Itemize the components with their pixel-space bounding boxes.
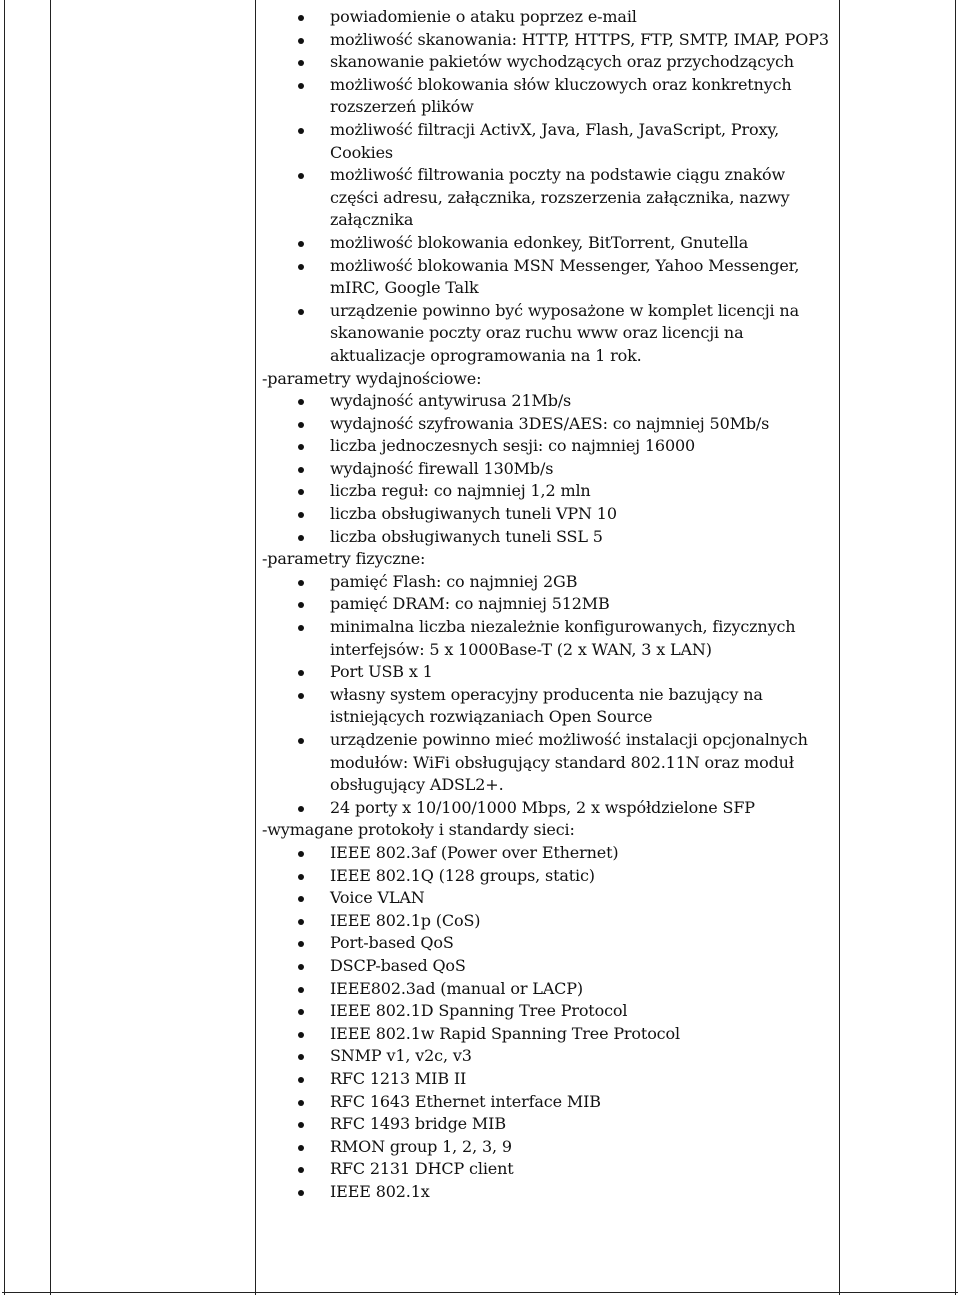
- bullet-icon: [298, 1145, 304, 1151]
- bullet-icon: [298, 602, 304, 608]
- list-item: RFC 2131 DHCP client: [262, 1158, 838, 1181]
- bullet-icon: [298, 987, 304, 993]
- bullet-icon: [298, 670, 304, 676]
- performance-list: [262, 390, 838, 548]
- list-item: IEEE 802.1D Spanning Tree Protocol: [262, 1000, 838, 1023]
- bullet-icon: [298, 738, 304, 744]
- table-column-divider: [839, 0, 840, 1295]
- bullet-icon: [298, 1190, 304, 1196]
- list-item: wydajność szyfrowania 3DES/AES: co najmniej 50Mb/s: [262, 413, 838, 436]
- list-item: pamięć DRAM: co najmniej 512MB: [262, 593, 838, 616]
- list-item: Voice VLAN: [262, 887, 838, 910]
- bullet-icon: [298, 919, 304, 925]
- bullet-icon: [298, 422, 304, 428]
- bullet-icon: [298, 60, 304, 66]
- section-heading-performance: -parametry wydajnościowe:: [262, 368, 482, 388]
- bullet-icon: [298, 512, 304, 518]
- list-item: RFC 1493 bridge MIB: [262, 1113, 838, 1136]
- list-item: liczba obsługiwanych tuneli VPN 10: [262, 503, 838, 526]
- list-item: liczba jednoczesnych sesji: co najmniej 16000: [262, 435, 838, 458]
- physical-list: [262, 571, 838, 820]
- table-row-border-bottom: [2, 1292, 958, 1293]
- bullet-icon: [298, 1167, 304, 1173]
- bullet-icon: [298, 264, 304, 270]
- bullet-icon: [298, 874, 304, 880]
- bullet-icon: [298, 625, 304, 631]
- bullet-icon: [298, 1032, 304, 1038]
- section-heading-physical: -parametry fizyczne:: [262, 549, 426, 569]
- bullet-icon: [298, 241, 304, 247]
- list-item: możliwość skanowania: HTTP, HTTPS, FTP, SMTP, IMAP, POP3: [262, 29, 838, 52]
- list-item: RFC 1213 MIB II: [262, 1068, 838, 1091]
- bullet-icon: [298, 1054, 304, 1060]
- list-item: Port-based QoS: [262, 932, 838, 955]
- bullet-icon: [298, 941, 304, 947]
- bullet-icon: [298, 489, 304, 495]
- bullet-icon: [298, 1009, 304, 1015]
- list-item: liczba reguł: co najmniej 1,2 mln: [262, 480, 838, 503]
- bullet-icon: [298, 128, 304, 134]
- list-item: własny system operacyjny producenta nie bazujący na istniejących rozwiązaniach Open Source: [262, 684, 838, 729]
- list-item: Port USB x 1: [262, 661, 838, 684]
- bullet-icon: [298, 173, 304, 179]
- bullet-icon: [298, 851, 304, 857]
- list-item: RFC 1643 Ethernet interface MIB: [262, 1091, 838, 1114]
- list-item: możliwość filtrowania poczty na podstawie ciągu znaków części adresu, załącznika, rozszerzenia załącznika, nazwy załącznika: [262, 164, 838, 232]
- table-border-right: [955, 0, 956, 1295]
- list-item: liczba obsługiwanych tuneli SSL 5: [262, 526, 838, 549]
- feature-list: [262, 6, 838, 368]
- list-item: urządzenie powinno być wyposażone w komplet licencji na skanowanie poczty oraz ruchu www oraz licencji na aktualizacje oprogramowania na 1 rok.: [262, 300, 838, 368]
- table-border-left: [4, 0, 5, 1295]
- bullet-icon: [298, 964, 304, 970]
- bullet-icon: [298, 15, 304, 21]
- bullet-icon: [298, 1077, 304, 1083]
- table-column-divider: [50, 0, 51, 1295]
- list-item: DSCP-based QoS: [262, 955, 838, 978]
- list-item: możliwość blokowania MSN Messenger, Yahoo Messenger, mIRC, Google Talk: [262, 255, 838, 300]
- list-item: RMON group 1, 2, 3, 9: [262, 1136, 838, 1159]
- protocol-list: [262, 842, 838, 1204]
- list-item: możliwość filtracji ActivX, Java, Flash, JavaScript, Proxy, Cookies: [262, 119, 838, 164]
- bullet-icon: [298, 580, 304, 586]
- list-item: IEEE 802.3af (Power over Ethernet): [262, 842, 838, 865]
- list-item: IEEE802.3ad (manual or LACP): [262, 978, 838, 1001]
- list-item: możliwość blokowania edonkey, BitTorrent, Gnutella: [262, 232, 838, 255]
- bullet-icon: [298, 693, 304, 699]
- bullet-icon: [298, 399, 304, 405]
- list-item: IEEE 802.1x: [262, 1181, 838, 1204]
- list-item: wydajność firewall 130Mb/s: [262, 458, 838, 481]
- list-item: minimalna liczba niezależnie konfigurowanych, fizycznych interfejsów: 5 x 1000Base-T (2 x WAN, 3 x LAN): [262, 616, 838, 661]
- bullet-icon: [298, 467, 304, 473]
- bullet-icon: [298, 1100, 304, 1106]
- list-item: IEEE 802.1p (CoS): [262, 910, 838, 933]
- list-item: powiadomienie o ataku poprzez e-mail: [262, 6, 838, 29]
- list-item: skanowanie pakietów wychodzących oraz przychodzących: [262, 51, 838, 74]
- bullet-icon: [298, 1122, 304, 1128]
- table-column-divider: [255, 0, 256, 1295]
- list-item: wydajność antywirusa 21Mb/s: [262, 390, 838, 413]
- list-item: urządzenie powinno mieć możliwość instalacji opcjonalnych modułów: WiFi obsługujący standard 802.11N oraz moduł obsługujący ADSL2+.: [262, 729, 838, 797]
- list-item: 24 porty x 10/100/1000 Mbps, 2 x współdzielone SFP: [262, 797, 838, 820]
- bullet-icon: [298, 444, 304, 450]
- section-heading-protocols: -wymagane protokoły i standardy sieci:: [262, 820, 575, 840]
- list-item: możliwość blokowania słów kluczowych oraz konkretnych rozszerzeń plików: [262, 74, 838, 119]
- list-item: SNMP v1, v2c, v3: [262, 1045, 838, 1068]
- list-item: IEEE 802.1Q (128 groups, static): [262, 865, 838, 888]
- bullet-icon: [298, 896, 304, 902]
- list-item: pamięć Flash: co najmniej 2GB: [262, 571, 838, 594]
- bullet-icon: [298, 83, 304, 89]
- bullet-icon: [298, 535, 304, 541]
- bullet-icon: [298, 309, 304, 315]
- bullet-icon: [298, 806, 304, 812]
- specification-cell: [262, 6, 838, 1203]
- bullet-icon: [298, 38, 304, 44]
- list-item: IEEE 802.1w Rapid Spanning Tree Protocol: [262, 1023, 838, 1046]
